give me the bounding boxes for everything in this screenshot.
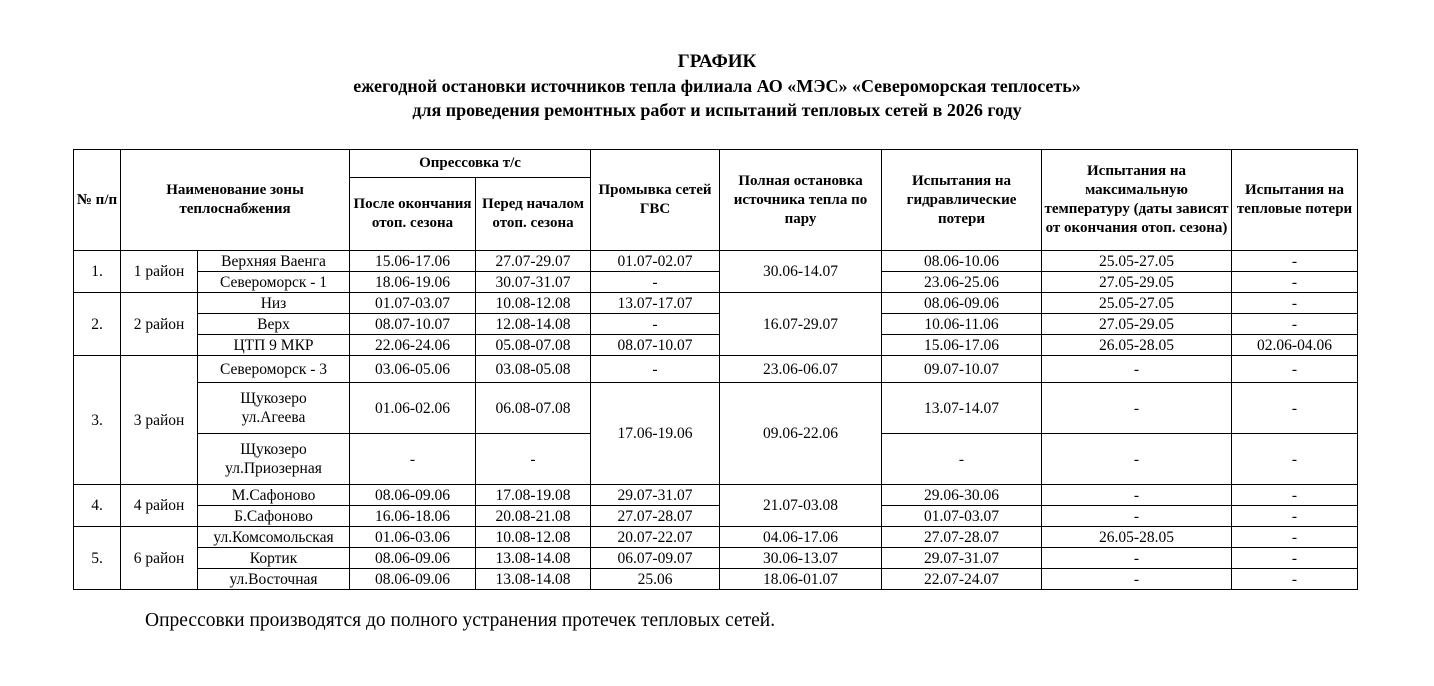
table-row	[74, 383, 1358, 434]
hydraulic-dates: 08.06-09.06	[882, 293, 1042, 314]
schedule-table	[73, 149, 1358, 590]
district-name: 4 район	[121, 485, 198, 527]
zone-name	[198, 383, 350, 434]
hydraulic-dates: 29.07-31.07	[882, 548, 1042, 569]
thermal-loss-dates: -	[1232, 527, 1358, 548]
max-temp-dates: 25.05-27.05	[1042, 293, 1232, 314]
hydraulic-dates: 09.07-10.07	[882, 356, 1042, 383]
thermal-loss-dates: -	[1232, 383, 1358, 434]
zone-name: ЦТП 9 МКР	[198, 335, 350, 356]
header-max-temp-tests: Испытания на максимальную температуру (даты зависят от окончания отоп. сезона)	[1042, 150, 1232, 251]
table-row	[74, 527, 1358, 548]
max-temp-dates: -	[1042, 548, 1232, 569]
flush-dates: 29.07-31.07	[591, 485, 720, 506]
header-full-stop: Полная остановка источника тепла по пару	[720, 150, 882, 251]
after-season-dates: -	[350, 434, 476, 485]
after-season-dates: 08.06-09.06	[350, 569, 476, 590]
before-season-dates: 10.08-12.08	[476, 527, 591, 548]
max-temp-dates: -	[1042, 383, 1232, 434]
flush-dates: -	[591, 356, 720, 383]
zone-name-line-1: Щукозеро	[240, 441, 307, 458]
full-stop-dates: 04.06-17.06	[720, 527, 882, 548]
hydraulic-dates: 08.06-10.06	[882, 251, 1042, 272]
table-row	[74, 485, 1358, 506]
before-season-dates: 27.07-29.07	[476, 251, 591, 272]
row-num: 5.	[74, 527, 121, 590]
full-stop-dates: 18.06-01.07	[720, 569, 882, 590]
full-stop-dates: 23.06-06.07	[720, 356, 882, 383]
footnote: Опрессовки производятся до полного устранения протечек тепловых сетей.	[145, 610, 776, 631]
row-num: 2.	[74, 293, 121, 356]
hydraulic-dates: 10.06-11.06	[882, 314, 1042, 335]
table-row	[74, 272, 1358, 293]
max-temp-dates: 27.05-29.05	[1042, 314, 1232, 335]
thermal-loss-dates: -	[1232, 548, 1358, 569]
thermal-loss-dates: -	[1232, 569, 1358, 590]
district-name: 2 район	[121, 293, 198, 356]
max-temp-dates: 25.05-27.05	[1042, 251, 1232, 272]
hydraulic-dates: -	[882, 434, 1042, 485]
before-season-dates: 05.08-07.08	[476, 335, 591, 356]
before-season-dates: 13.08-14.08	[476, 548, 591, 569]
row-num: 4.	[74, 485, 121, 527]
max-temp-dates: -	[1042, 506, 1232, 527]
before-season-dates: -	[476, 434, 591, 485]
before-season-dates: 03.08-05.08	[476, 356, 591, 383]
table-row	[74, 356, 1358, 383]
hydraulic-dates: 27.07-28.07	[882, 527, 1042, 548]
hydraulic-dates: 29.06-30.06	[882, 485, 1042, 506]
document-subtitle-line-1: ежегодной остановки источников тепла филиала АО «МЭС» «Североморская теплосеть»	[353, 76, 1081, 96]
zone-name-line-2: ул.Приозерная	[225, 460, 322, 477]
table-row	[74, 293, 1358, 314]
after-season-dates: 01.06-02.06	[350, 383, 476, 434]
flush-dates: 17.06-19.06	[591, 383, 720, 485]
hydraulic-dates: 01.07-03.07	[882, 506, 1042, 527]
after-season-dates: 08.06-09.06	[350, 548, 476, 569]
max-temp-dates: 26.05-28.05	[1042, 335, 1232, 356]
thermal-loss-dates: -	[1232, 485, 1358, 506]
zone-name-line-1: Щукозеро	[240, 390, 307, 407]
zone-name-line-2: ул.Агеева	[241, 409, 306, 426]
after-season-dates: 03.06-05.06	[350, 356, 476, 383]
zone-name	[198, 434, 350, 485]
after-season-dates: 18.06-19.06	[350, 272, 476, 293]
flush-dates: -	[591, 314, 720, 335]
after-season-dates: 15.06-17.06	[350, 251, 476, 272]
after-season-dates: 16.06-18.06	[350, 506, 476, 527]
zone-name: М.Сафоново	[198, 485, 350, 506]
header-pressure-test: Опрессовка т/с	[350, 150, 591, 178]
after-season-dates: 22.06-24.06	[350, 335, 476, 356]
hydraulic-dates: 13.07-14.07	[882, 383, 1042, 434]
table-row	[74, 548, 1358, 569]
thermal-loss-dates: -	[1232, 251, 1358, 272]
thermal-loss-dates: -	[1232, 293, 1358, 314]
zone-name: Низ	[198, 293, 350, 314]
thermal-loss-dates: -	[1232, 506, 1358, 527]
thermal-loss-dates: -	[1232, 356, 1358, 383]
before-season-dates: 17.08-19.08	[476, 485, 591, 506]
after-season-dates: 01.07-03.07	[350, 293, 476, 314]
zone-name: Б.Сафоново	[198, 506, 350, 527]
header-zone: Наименование зоны теплоснабжения	[121, 150, 350, 251]
full-stop-dates: 09.06-22.06	[720, 383, 882, 485]
after-season-dates: 08.06-09.06	[350, 485, 476, 506]
table-row	[74, 314, 1358, 335]
flush-dates: 01.07-02.07	[591, 251, 720, 272]
max-temp-dates: -	[1042, 485, 1232, 506]
max-temp-dates: -	[1042, 434, 1232, 485]
before-season-dates: 13.08-14.08	[476, 569, 591, 590]
row-num: 1.	[74, 251, 121, 293]
flush-dates: 06.07-09.07	[591, 548, 720, 569]
after-season-dates: 08.07-10.07	[350, 314, 476, 335]
table-row	[74, 251, 1358, 272]
table-row	[74, 506, 1358, 527]
thermal-loss-dates: -	[1232, 434, 1358, 485]
max-temp-dates: 26.05-28.05	[1042, 527, 1232, 548]
district-name: 6 район	[121, 527, 198, 590]
hydraulic-dates: 15.06-17.06	[882, 335, 1042, 356]
full-stop-dates: 30.06-14.07	[720, 251, 882, 293]
header-flush: Промывка сетей ГВС	[591, 150, 720, 251]
table-row	[74, 335, 1358, 356]
zone-name: Верхняя Ваенга	[198, 251, 350, 272]
district-name: 3 район	[121, 356, 198, 485]
flush-dates: 13.07-17.07	[591, 293, 720, 314]
flush-dates: 27.07-28.07	[591, 506, 720, 527]
flush-dates: 20.07-22.07	[591, 527, 720, 548]
hydraulic-dates: 22.07-24.07	[882, 569, 1042, 590]
header-thermal-loss-tests: Испытания на тепловые потери	[1232, 150, 1358, 251]
table-row	[74, 569, 1358, 590]
document-subtitle-line-2: для проведения ремонтных работ и испытаний тепловых сетей в 2026 году	[412, 100, 1022, 120]
thermal-loss-dates: -	[1232, 272, 1358, 293]
zone-name: Североморск - 1	[198, 272, 350, 293]
title-block	[0, 50, 1434, 122]
document-title: ГРАФИК	[677, 51, 757, 72]
flush-dates: -	[591, 272, 720, 293]
header-num: № п/п	[74, 150, 121, 251]
full-stop-dates: 21.07-03.08	[720, 485, 882, 527]
zone-name: Верх	[198, 314, 350, 335]
header-after-season: После окончания отоп. сезона	[350, 178, 476, 251]
before-season-dates: 12.08-14.08	[476, 314, 591, 335]
flush-dates: 08.07-10.07	[591, 335, 720, 356]
before-season-dates: 10.08-12.08	[476, 293, 591, 314]
zone-name: Кортик	[198, 548, 350, 569]
before-season-dates: 06.08-07.08	[476, 383, 591, 434]
max-temp-dates: -	[1042, 569, 1232, 590]
zone-name: Североморск - 3	[198, 356, 350, 383]
thermal-loss-dates: 02.06-04.06	[1232, 335, 1358, 356]
after-season-dates: 01.06-03.06	[350, 527, 476, 548]
header-before-season: Перед началом отоп. сезона	[476, 178, 591, 251]
header-hydraulic-tests: Испытания на гидравлические потери	[882, 150, 1042, 251]
zone-name: ул.Комсомольская	[198, 527, 350, 548]
flush-dates: 25.06	[591, 569, 720, 590]
zone-name: ул.Восточная	[198, 569, 350, 590]
before-season-dates: 30.07-31.07	[476, 272, 591, 293]
before-season-dates: 20.08-21.08	[476, 506, 591, 527]
row-num: 3.	[74, 356, 121, 485]
district-name: 1 район	[121, 251, 198, 293]
hydraulic-dates: 23.06-25.06	[882, 272, 1042, 293]
max-temp-dates: -	[1042, 356, 1232, 383]
thermal-loss-dates: -	[1232, 314, 1358, 335]
full-stop-dates: 30.06-13.07	[720, 548, 882, 569]
max-temp-dates: 27.05-29.05	[1042, 272, 1232, 293]
full-stop-dates: 16.07-29.07	[720, 293, 882, 356]
